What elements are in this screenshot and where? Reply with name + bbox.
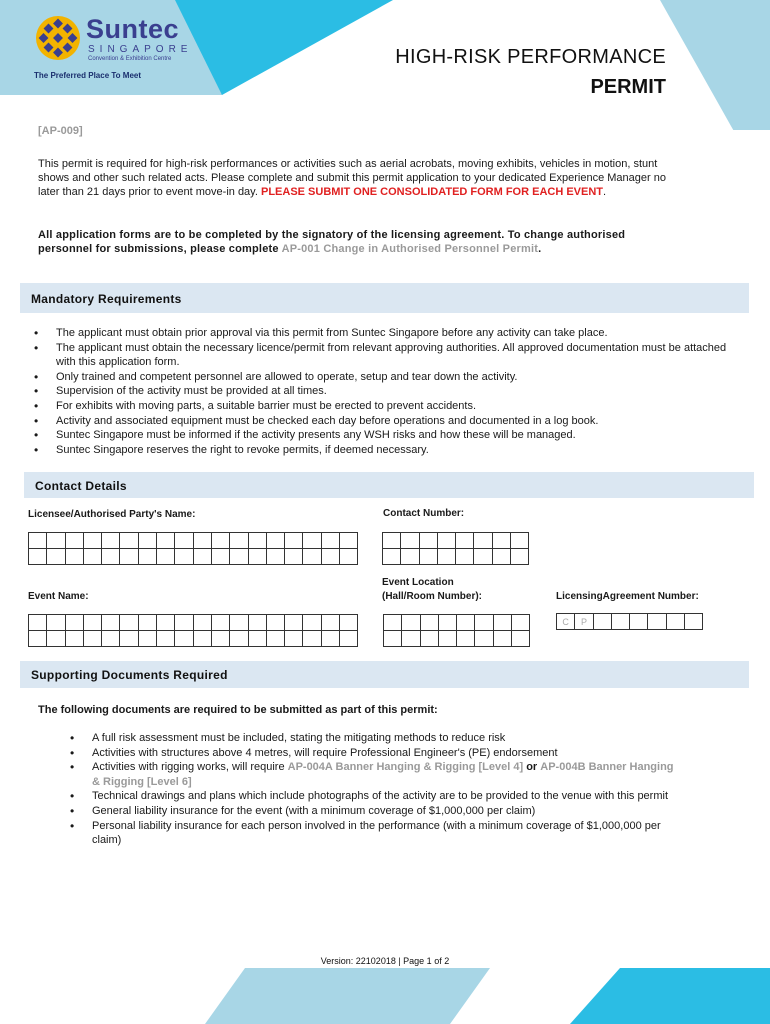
grid-cell[interactable]: [29, 615, 47, 631]
grid-cell[interactable]: [475, 631, 493, 647]
grid-cell[interactable]: [29, 631, 47, 647]
grid-cell[interactable]: [211, 631, 229, 647]
grid-cell[interactable]: [630, 614, 648, 630]
grid-cell[interactable]: [47, 549, 65, 565]
grid-cell[interactable]: [340, 615, 358, 631]
list-item: • The applicant must obtain the necessary licence/permit from relevant approving authorities. All approved documentation must be attached with this application form.: [32, 341, 732, 370]
event-location-grid[interactable]: [383, 614, 530, 647]
grid-cell[interactable]: [120, 631, 138, 647]
licensing-agreement-label: LicensingAgreement Number:: [556, 591, 699, 602]
grid-cell[interactable]: [175, 549, 193, 565]
grid-cell[interactable]: [175, 533, 193, 549]
grid-cell[interactable]: [175, 615, 193, 631]
grid-cell[interactable]: [401, 533, 419, 549]
grid-cell[interactable]: [383, 533, 401, 549]
grid-cell[interactable]: [138, 549, 156, 565]
list-item: • Suntec Singapore reserves the right to revoke permits, if deemed necessary.: [32, 443, 732, 458]
grid-cell[interactable]: [138, 631, 156, 647]
form-code: [AP-009]: [38, 125, 83, 137]
contact-section-header: [24, 472, 754, 498]
page-title-line-2: PERMIT: [590, 76, 666, 98]
rigging-join: or: [526, 761, 538, 774]
grid-cell[interactable]: [438, 631, 456, 647]
list-item: • Personal liability insurance for each person involved in the performance (with a minimum coverage of $1,000,000 per claim): [68, 819, 678, 848]
rigging-text: Activities with rigging works, will require: [92, 761, 285, 774]
contact-heading: Contact Details: [35, 479, 127, 493]
supporting-intro: The following documents are required to be submitted as part of this permit:: [38, 704, 438, 716]
grid-cell[interactable]: [474, 533, 492, 549]
intro-text: This permit is required for high-risk performances or activities such as aerial acrobats, moving exhibits, vehicles in motion, stunt shows and other such related acts. Please complete and submit this permit application to your dedicated Experience Manager no later than 21 days prior to event move-in day.: [38, 158, 666, 198]
grid-cell[interactable]: [648, 614, 666, 630]
list-item: • Suntec Singapore must be informed if the activity presents any WSH risks and how these will be managed.: [32, 428, 732, 443]
grid-cell[interactable]: [511, 549, 529, 565]
grid-cell[interactable]: [285, 549, 303, 565]
grid-cell[interactable]: [157, 615, 175, 631]
grid-cell[interactable]: [303, 631, 321, 647]
licensing-prefix-c: C: [557, 614, 575, 630]
grid-cell[interactable]: [456, 533, 474, 549]
licensing-agreement-grid[interactable]: [556, 613, 703, 630]
grid-cell[interactable]: [230, 615, 248, 631]
grid-cell[interactable]: [65, 549, 83, 565]
list-item: • Supervision of the activity must be provided at all times.: [32, 384, 732, 399]
grid-cell[interactable]: [321, 631, 339, 647]
grid-cell[interactable]: [474, 549, 492, 565]
mandatory-list: [32, 326, 732, 457]
footer-decoration: [150, 968, 770, 1024]
contact-number-grid[interactable]: [382, 532, 529, 565]
grid-cell[interactable]: [47, 631, 65, 647]
event-location-label-2: (Hall/Room Number):: [382, 591, 482, 602]
list-item: • Only trained and competent personnel are allowed to operate, setup and tear down the activity.: [32, 370, 732, 385]
grid-cell[interactable]: [193, 631, 211, 647]
grid-cell[interactable]: [340, 631, 358, 647]
grid-cell[interactable]: [230, 631, 248, 647]
grid-cell[interactable]: [456, 549, 474, 565]
grid-cell[interactable]: [285, 533, 303, 549]
list-item: [68, 760, 678, 789]
list-item: • Activity and associated equipment must be checked each day before operations and documented in a log book.: [32, 414, 732, 429]
grid-cell[interactable]: [512, 615, 530, 631]
logo-subtitle-2: Convention & Exhibition Centre: [88, 56, 172, 62]
grid-cell[interactable]: [383, 549, 401, 565]
grid-cell[interactable]: [419, 549, 437, 565]
grid-cell[interactable]: [157, 631, 175, 647]
logo-wordmark: Suntec: [86, 14, 180, 44]
grid-cell[interactable]: [230, 549, 248, 565]
grid-cell[interactable]: [120, 533, 138, 549]
grid-cell[interactable]: [402, 615, 420, 631]
grid-cell[interactable]: [230, 533, 248, 549]
grid-cell[interactable]: [83, 549, 101, 565]
page-footer: Version: 22102018 | Page 1 of 2: [320, 956, 450, 966]
grid-cell[interactable]: [157, 549, 175, 565]
grid-cell[interactable]: [248, 631, 266, 647]
ap004a-link[interactable]: AP-004A Banner Hanging & Rigging [Level 4]: [287, 761, 524, 774]
grid-cell[interactable]: [102, 533, 120, 549]
grid-cell[interactable]: [511, 533, 529, 549]
grid-cell[interactable]: [193, 615, 211, 631]
grid-cell[interactable]: [29, 533, 47, 549]
grid-cell[interactable]: [285, 615, 303, 631]
grid-cell[interactable]: [593, 614, 611, 630]
grid-cell[interactable]: [211, 533, 229, 549]
grid-cell[interactable]: [303, 549, 321, 565]
grid-cell[interactable]: [266, 615, 284, 631]
grid-cell[interactable]: [685, 614, 703, 630]
grid-cell[interactable]: [266, 631, 284, 647]
grid-cell[interactable]: [102, 631, 120, 647]
grid-cell[interactable]: [248, 615, 266, 631]
intro-end: .: [603, 186, 607, 198]
grid-cell[interactable]: [65, 533, 83, 549]
list-item: • For exhibits with moving parts, a suitable barrier must be erected to prevent accidents.: [32, 399, 732, 414]
ap001-link[interactable]: AP-001 Change in Authorised Personnel Permit: [281, 243, 539, 255]
grid-cell[interactable]: [193, 549, 211, 565]
ap004b-link[interactable]: AP-004B Banner Hanging & Rigging [Level 6]: [92, 761, 674, 788]
supporting-heading: Supporting Documents Required: [31, 668, 228, 682]
grid-cell[interactable]: [340, 533, 358, 549]
grid-cell[interactable]: [83, 615, 101, 631]
supporting-section-header: [20, 661, 749, 688]
grid-cell[interactable]: [138, 533, 156, 549]
authorisation-note: [38, 228, 678, 256]
grid-cell[interactable]: [321, 549, 339, 565]
grid-cell[interactable]: [303, 533, 321, 549]
licensee-label: Licensee/Authorised Party's Name:: [28, 509, 196, 520]
grid-cell[interactable]: [175, 631, 193, 647]
grid-cell[interactable]: [102, 549, 120, 565]
grid-cell[interactable]: [437, 533, 455, 549]
list-item: • A full risk assessment must be included, stating the mitigating methods to reduce risk: [68, 731, 678, 746]
grid-cell[interactable]: [138, 615, 156, 631]
grid-cell[interactable]: [157, 533, 175, 549]
event-name-grid[interactable]: [28, 614, 358, 647]
mandatory-heading: Mandatory Requirements: [31, 292, 182, 306]
grid-cell[interactable]: [340, 549, 358, 565]
grid-cell[interactable]: [420, 631, 438, 647]
list-item: • Activities with structures above 4 metres, will require Professional Engineer's (PE) endorsement: [68, 746, 678, 761]
logo-globe-icon: [34, 14, 82, 62]
list-item: • Technical drawings and plans which include photographs of the activity are to be provided to the venue with this permit: [68, 789, 678, 804]
grid-cell[interactable]: [420, 615, 438, 631]
grid-cell[interactable]: [248, 533, 266, 549]
grid-cell[interactable]: [666, 614, 684, 630]
grid-cell[interactable]: [83, 533, 101, 549]
licensing-prefix-p: P: [575, 614, 593, 630]
grid-cell[interactable]: [285, 631, 303, 647]
page-title-line-1: HIGH-RISK PERFORMANCE: [395, 46, 666, 68]
grid-cell[interactable]: [102, 615, 120, 631]
intro-paragraph: [38, 157, 678, 199]
logo-subtitle: SINGAPORE: [88, 44, 193, 55]
grid-cell[interactable]: [266, 549, 284, 565]
grid-cell[interactable]: [47, 615, 65, 631]
grid-cell[interactable]: [492, 533, 510, 549]
grid-cell[interactable]: [438, 615, 456, 631]
grid-cell[interactable]: [475, 615, 493, 631]
grid-cell[interactable]: [193, 533, 211, 549]
grid-cell[interactable]: [457, 615, 475, 631]
grid-cell[interactable]: [65, 615, 83, 631]
note-text: All application forms are to be completed by the signatory of the licensing agreement. To change authorised personnel for submissions, please complete: [38, 229, 626, 255]
grid-cell[interactable]: [512, 631, 530, 647]
grid-cell[interactable]: [211, 615, 229, 631]
intro-emphasis: PLEASE SUBMIT ONE CONSOLIDATED FORM FOR EACH EVENT: [260, 186, 604, 198]
grid-cell[interactable]: [29, 549, 47, 565]
grid-cell[interactable]: [248, 549, 266, 565]
grid-cell[interactable]: [384, 631, 402, 647]
grid-cell[interactable]: [65, 631, 83, 647]
grid-cell[interactable]: [492, 549, 510, 565]
grid-cell[interactable]: [437, 549, 455, 565]
event-name-label: Event Name:: [28, 591, 89, 602]
note-end: .: [538, 243, 542, 255]
grid-cell[interactable]: [457, 631, 475, 647]
grid-cell[interactable]: [401, 549, 419, 565]
grid-cell[interactable]: [419, 533, 437, 549]
event-location-label-1: Event Location: [382, 577, 454, 588]
contact-number-label: Contact Number:: [383, 508, 465, 519]
grid-cell[interactable]: [493, 631, 511, 647]
grid-cell[interactable]: [384, 615, 402, 631]
grid-cell[interactable]: [402, 631, 420, 647]
grid-cell[interactable]: [266, 533, 284, 549]
supporting-list: [68, 731, 678, 848]
list-item: • General liability insurance for the event (with a minimum coverage of $1,000,000 per claim): [68, 804, 678, 819]
grid-cell[interactable]: [321, 615, 339, 631]
grid-cell[interactable]: [211, 549, 229, 565]
tagline: The Preferred Place To Meet: [34, 71, 141, 80]
grid-cell[interactable]: [120, 615, 138, 631]
grid-cell[interactable]: [611, 614, 629, 630]
list-item: • The applicant must obtain prior approval via this permit from Suntec Singapore before any activity can take place.: [32, 326, 732, 341]
grid-cell[interactable]: [120, 549, 138, 565]
grid-cell[interactable]: [303, 615, 321, 631]
grid-cell[interactable]: [321, 533, 339, 549]
grid-cell[interactable]: [47, 533, 65, 549]
mandatory-section-header: [20, 283, 749, 313]
grid-cell[interactable]: [493, 615, 511, 631]
licensee-name-grid[interactable]: [28, 532, 358, 565]
grid-cell[interactable]: [83, 631, 101, 647]
